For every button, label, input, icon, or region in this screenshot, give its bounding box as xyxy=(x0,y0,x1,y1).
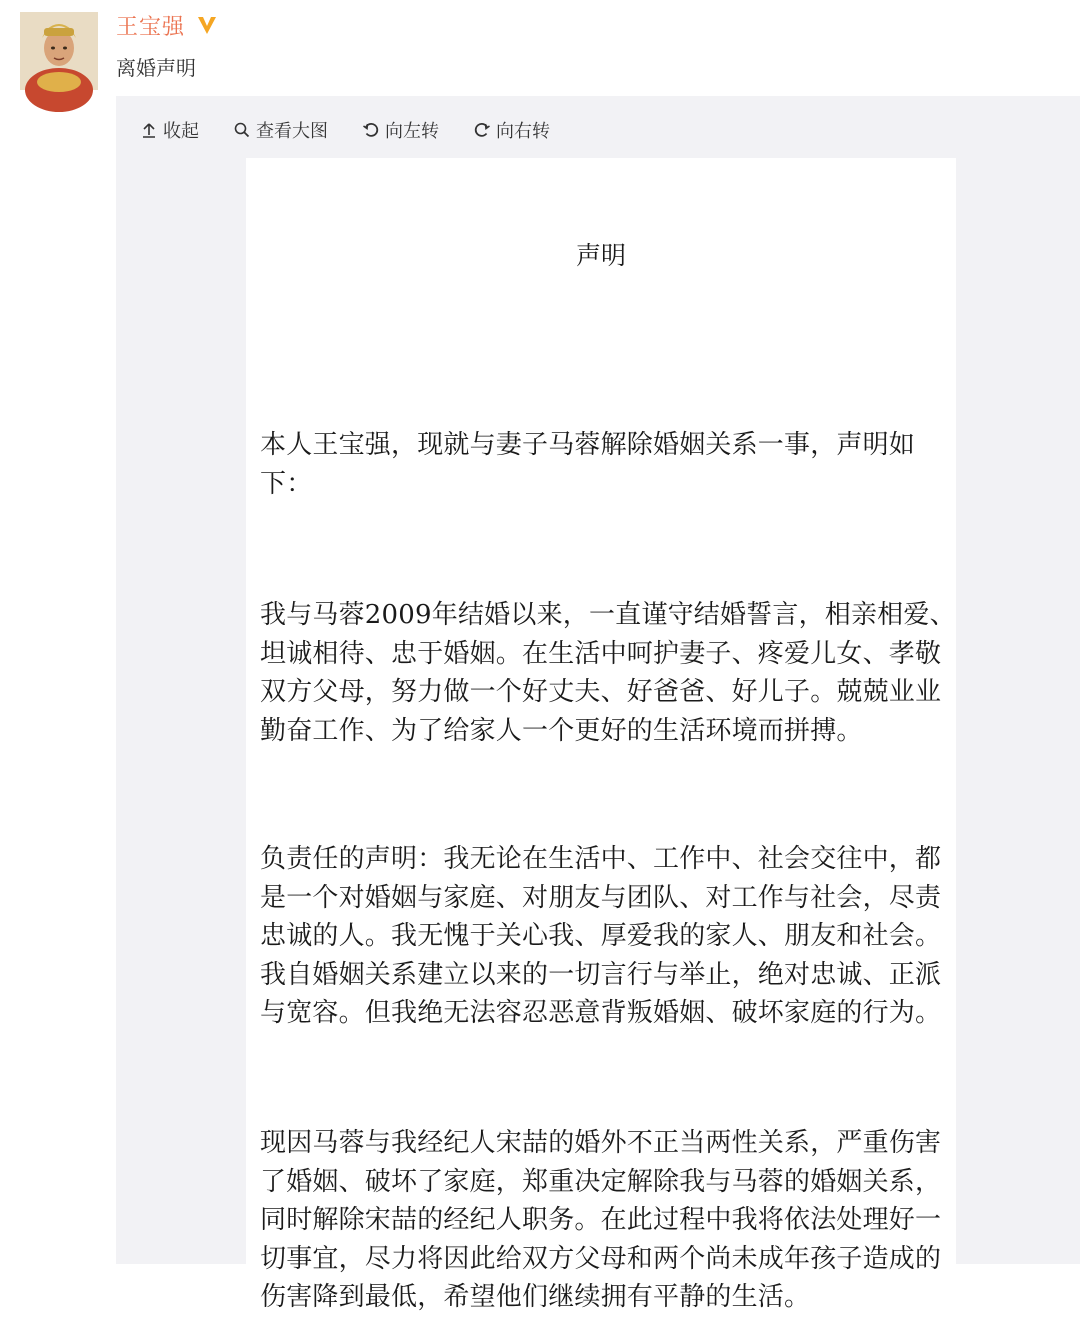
image-toolbar xyxy=(140,116,584,144)
search-icon xyxy=(233,121,251,139)
paragraph-line: 本人王宝强，现就与妻子马蓉解除婚姻关系一事，声明如 xyxy=(260,430,916,460)
paragraph-line: 下： xyxy=(260,468,313,499)
rotate-right-icon xyxy=(473,121,491,139)
rotate-right-label: 向右转 xyxy=(496,121,550,142)
paragraph-line: 坦诚相待、忠于婚姻。在生活中呵护妻子、疼爱儿女、孝敬 xyxy=(260,638,942,669)
author-name[interactable]: 王宝强 xyxy=(116,14,186,40)
avatar-image xyxy=(20,12,98,90)
paragraph-line: 伤害降到最低，希望他们继续拥有平静的生活。 xyxy=(260,1282,811,1312)
author-line xyxy=(116,10,219,40)
statement-paragraph-4 xyxy=(260,1124,940,1317)
paragraph-line: 是一个对婚姻与家庭、对朋友与团队、对工作与社会，尽责 xyxy=(260,882,942,913)
collapse-button[interactable] xyxy=(140,117,199,143)
expanded-image-panel xyxy=(116,96,1080,1312)
paragraph-line: 了婚姻、破坏了家庭，郑重决定解除我与马蓉的婚姻关系， xyxy=(260,1166,942,1197)
paragraph-line: 与宽容。但我绝无法容忍恶意背叛婚姻、破坏家庭的行为。 xyxy=(260,998,942,1028)
statement-image[interactable] xyxy=(246,158,956,1312)
rotate-right-button[interactable] xyxy=(473,117,550,143)
paragraph-line: 切事宜，尽力将因此给双方父母和两个尚未成年孩子造成的 xyxy=(260,1243,942,1274)
statement-paragraph-1 xyxy=(260,426,940,503)
rotate-left-label: 向左转 xyxy=(385,121,439,142)
paragraph-line: 双方父母，努力做一个好丈夫、好爸爸、好儿子。兢兢业业 xyxy=(260,677,942,707)
paragraph-line: 勤奋工作、为了给家人一个更好的生活环境而拼搏。 xyxy=(260,715,863,746)
view-large-button[interactable] xyxy=(233,117,328,143)
paragraph-line: 我自婚姻关系建立以来的一切言行与举止，绝对忠诚、正派 xyxy=(260,959,942,990)
verified-badge-icon xyxy=(195,13,219,37)
paragraph-line: 现因马蓉与我经纪人宋喆的婚外不正当两性关系，严重伤害 xyxy=(260,1128,942,1158)
statement-paragraph-2 xyxy=(260,596,956,750)
statement-title: 声明 xyxy=(575,241,626,270)
avatar[interactable] xyxy=(20,12,98,90)
paragraph-line: 忠诚的人。我无愧于关心我、厚爱我的家人、朋友和社会。 xyxy=(260,921,942,951)
paragraph-line: 同时解除宋喆的经纪人职务。在此过程中我将依法处理好一 xyxy=(260,1205,942,1235)
collapse-arrow-icon xyxy=(140,121,158,139)
paragraph-line: 负责任的声明：我无论在生活中、工作中、社会交往中，都 xyxy=(260,844,942,874)
view-large-label: 查看大图 xyxy=(256,121,328,142)
paragraph-line: 我与马蓉2009年结婚以来，一直谨守结婚誓言，相亲相爱、 xyxy=(260,600,956,630)
post-text: 离婚声明 xyxy=(116,56,196,80)
statement-paragraph-3 xyxy=(260,840,940,1033)
collapse-label: 收起 xyxy=(163,121,199,142)
rotate-left-button[interactable] xyxy=(362,117,439,143)
rotate-left-icon xyxy=(362,121,380,139)
